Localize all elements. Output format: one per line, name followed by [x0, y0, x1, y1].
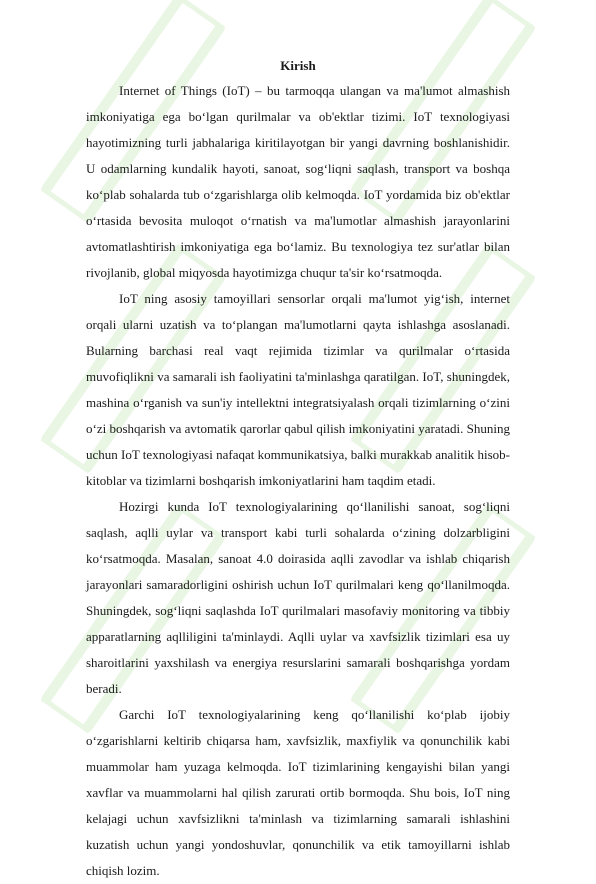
paragraph: IoT ning asosiy tamoyillari sensorlar orqali ma'lumot yig‘ish, internet orqali ularni uzatish va to‘plangan ma'lumotlarni qayta ishlashga asoslanadi. Bularning barchasi real vaqt rejimida tizimlar va qurilmalar o‘rtasida muvofiqlikni va samarali ish faoliyatini ta'minlashga qaratilgan. IoT, shuningdek, mashina o‘rganish va sun'iy intellektni integratsiyalash orqali tizimlarning o‘zini o‘zi boshqarish va avtomatik qarorlar qabul qilish imkoniyatini yaratadi. Shuning uchun IoT texnologiyasi nafaqat kommunikatsiya, balki murakkab analitik hisob-kitoblar va tizimlarni boshqarish imkoniyatlarini ham taqdim etadi. [86, 291, 510, 488]
document-title: Kirish [280, 58, 316, 73]
paragraph: Internet of Things (IoT) – bu tarmoqqa ulangan va ma'lumot almashish imkoniyatiga ega bo‘lgan qurilmalar va ob'ektlar tizimi. IoT texnologiyasi hayotimizning turli jabhalariga kiritilayotgan bir yangi davrning boshlanishidir. U odamlarning kundalik hayoti, sanoat, sog‘liqni saqlash, transport va boshqa ko‘plab sohalarda tub o‘zgarishlarga olib kelmoqda. IoT yordamida biz ob'ektlar o‘rtasida bevosita muloqot o‘rnatish va ma'lumotlar almashish jarayonlarini avtomatlashtirish imkoniyatiga ega bo‘lamiz. Bu texnologiya tez sur'atlar bilan rivojlanib, global miqyosda hayotimizga chuqur ta'sir ko‘rsatmoqda. [86, 83, 510, 280]
paragraph: Garchi IoT texnologiyalarining keng qo‘llanilishi ko‘plab ijobiy o‘zgarishlarni keltirib chiqarsa ham, xavfsizlik, maxfiylik va qonunchilik kabi muammolar ham yuzaga kelmoqda. IoT tizimlarining kengayishi bilan yangi xavflar va muammolarni hal qilish zarurati ortib bormoqda. Shu bois, IoT ning kelajagi uchun xavfsizlikni ta'minlash va tizimlarning samarali ishlashini kuzatish uchun yangi yondoshuvlar, qonunchilik va etik tamoyillarni ishlab chiqish lozim. [86, 707, 510, 878]
document-body [86, 56, 510, 884]
paragraph: Hozirgi kunda IoT texnologiyalarining qo‘llanilishi sanoat, sog‘liqni saqlash, aqlli uylar va transport kabi turli sohalarda o‘zining dolzarbligini ko‘rsatmoqda. Masalan, sanoat 4.0 doirasida aqlli zavodlar va ishlab chiqarish jarayonlari samaradorligini oshirish uchun IoT qurilmalari keng qo‘llanilmoqda. Shuningdek, sog‘liqni saqlashda IoT qurilmalari masofaviy monitoring va tibbiy apparatlarning aqlliligini ta'minlaydi. Aqlli uylar va xavfsizlik tizimlari esa uy sharoitlarini yaxshilash va energiya resurslarini samarali boshqarishga yordam beradi. [86, 499, 510, 696]
